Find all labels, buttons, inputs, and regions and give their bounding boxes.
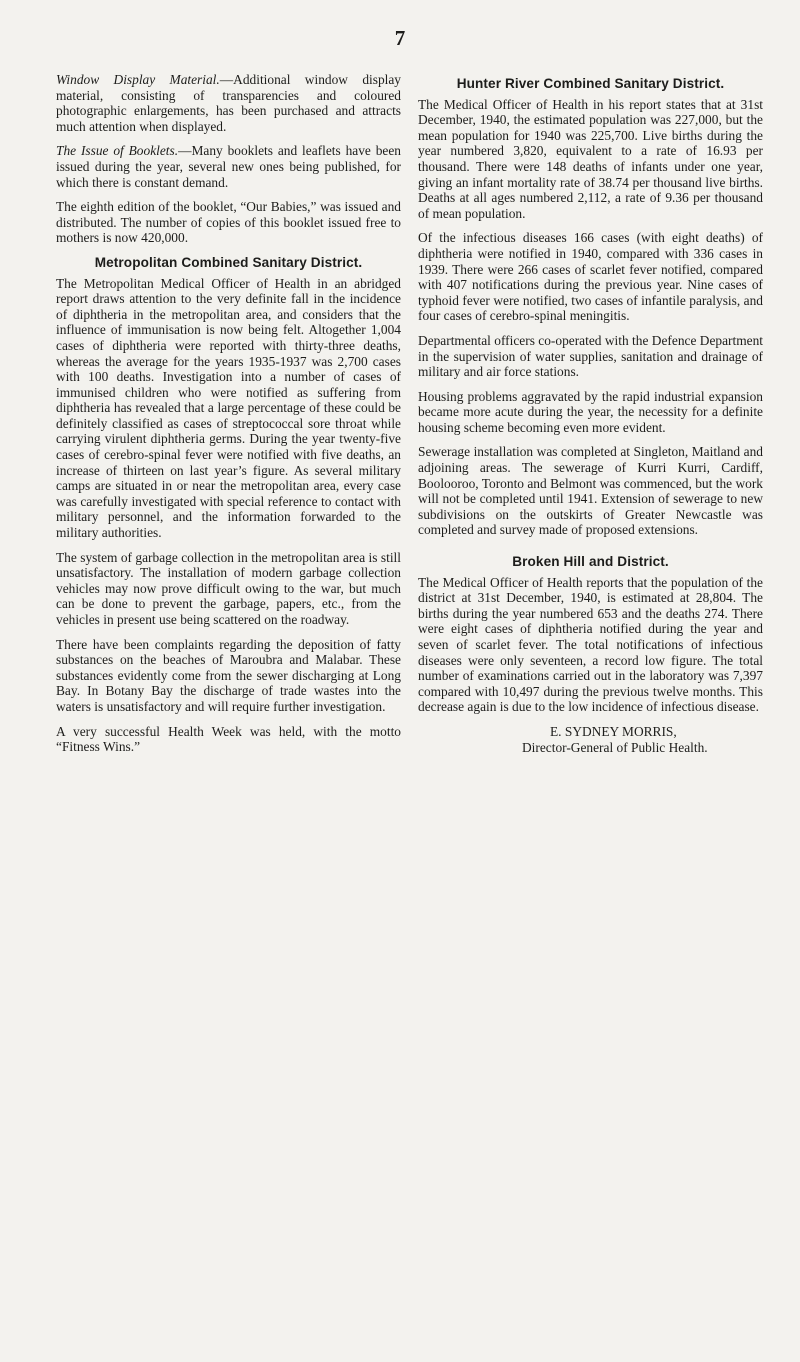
signature-name: E. SYDNEY MORRIS, bbox=[550, 723, 677, 739]
signature-title: Director-General of Public Health. bbox=[522, 739, 708, 755]
hunter-paragraph-5: Sewerage installation was completed at Singleton, Maitland and adjoining areas. The sewerage of Kurri Kurri, Cardiff, Boolooroo, Toronto and Belmont was commenced, but the work will not be completed until 1941. Extension of sewerage to new subdivisions on the outskirts of Greater Newcastle was completed and survey made of proposed extensions. bbox=[418, 444, 763, 538]
hunter-paragraph-1: The Medical Officer of Health in his report states that at 31st December, 1940, the estimated population was 227,000, but the mean population for 1940 was 225,700. Live births during the year numbered 3,820, equivalent to a rate of 16.93 per thousand. There were 148 deaths of infants under one year, giving an infant mortality rate of 38.74 per thousand live births. Deaths at all ages numbered 2,112, a rate of 9.36 per thousand of mean population. bbox=[418, 96, 763, 221]
broken-hill-paragraph: The Medical Officer of Health reports that the population of the district at 31st December, 1940, is estimated at 28,804. The births during the year numbered 653 and the deaths 274. There were eight cases of diphtheria notified during the year and seven of scarlet fever. The total notifications of infectious diseases were only seventeen, a record low figure. The total number of examinations carried out in the laboratory was 7,397 compared with 10,497 during the previous twelve months. This decrease again is due to the low incidence of infectious disease. bbox=[418, 574, 763, 715]
page-number: 7 bbox=[394, 26, 406, 50]
hunter-paragraph-3: Departmental officers co-operated with the Defence Department in the supervision of water supplies, sanitation and drainage of military and air force stations. bbox=[418, 332, 763, 380]
hunter-paragraph-2: Of the infectious diseases 166 cases (with eight deaths) of diphtheria were notified in 1940, compared with 336 cases in 1939. There were 266 cases of scarlet fever notified, compared with 407 notifications during the previous year. Nine cases of typhoid fever were notified, two cases of infantile paralysis, and four cases of cerebro-spinal meningitis. bbox=[418, 230, 763, 324]
window-display-text: —Additional window display material, consisting of transparencies and coloured photographic enlargements, has been purchased and attracts much attention when displayed. bbox=[56, 72, 401, 134]
hunter-paragraph-4: Housing problems aggravated by the rapid industrial expansion became more acute during the year, the necessity for a definite housing scheme becoming even more evident. bbox=[418, 388, 763, 435]
booklets-title: The Issue of Booklets. bbox=[56, 143, 179, 159]
window-display-paragraph bbox=[56, 72, 401, 134]
hunter-river-heading: Hunter River Combined Sanitary District. bbox=[456, 76, 725, 91]
metropolitan-paragraph-1: The Metropolitan Medical Officer of Health in an abridged report draws attention to the very definite fall in the incidence of diphtheria in the metropolitan area, and considers that the influence of immunisation is now being felt. Altogether 1,004 cases of diphtheria were reported with thirty-three deaths, whereas the average for the years 1935-1937 was 2,700 cases with 100 deaths. Investigation into a number of cases of immunised children who were notified as suffering from diphtheria has revealed that a large percentage of these could be definitely classified as cases of streptococcal sore throat while carrying virulent diphtheria germs. During the year twenty-five cases of cerebro-spinal fever were notified with five deaths, an increase of thirteen on last year’s figure. As several military camps are situated in or near the metropolitan area, every case was carefully investigated with special reference to contact with military personnel, and the information forwarded to the military authorities. bbox=[56, 275, 401, 541]
metropolitan-heading: Metropolitan Combined Sanitary District. bbox=[94, 254, 363, 270]
broken-hill-heading: Broken Hill and District. bbox=[512, 554, 669, 570]
metropolitan-paragraph-3: There have been complaints regarding the deposition of fatty substances on the beaches of Maroubra and Malabar. These substances evidently come from the sewer discharging at Long Bay. In Botany Bay the discharge of trade wastes into the waters is unsatisfactory and will require further investigation. bbox=[56, 636, 401, 714]
booklets-text: —Many booklets and leaflets have been issued during the year, several new ones being published, for which there is constant demand. bbox=[56, 143, 401, 190]
right-column bbox=[418, 72, 763, 755]
booklets-paragraph bbox=[56, 143, 401, 190]
eighth-edition-paragraph: The eighth edition of the booklet, “Our Babies,” was issued and distributed. The number of copies of this booklet issued free to mothers is now 420,000. bbox=[56, 199, 401, 246]
metropolitan-paragraph-2: The system of garbage collection in the metropolitan area is still unsatisfactory. The installation of modern garbage collection vehicles may now prove difficult owing to the war, but much can be done to prevent the garbage, papers, etc., from the vehicles in present use being scattered on the roadway. bbox=[56, 549, 401, 627]
metropolitan-paragraph-4: A very successful Health Week was held, with the motto “Fitness Wins.” bbox=[56, 723, 401, 755]
left-column bbox=[56, 72, 401, 764]
window-display-title: Window Display Material. bbox=[56, 72, 220, 87]
